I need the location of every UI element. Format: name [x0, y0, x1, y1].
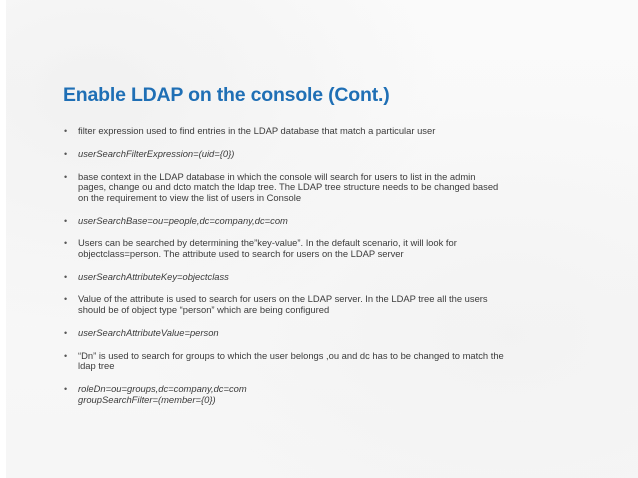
- bullet-marker: •: [64, 215, 68, 226]
- bullet-text: userSearchAttributeValue=person: [78, 326, 219, 338]
- bullet-item: [64, 384, 504, 405]
- bullet-item: [64, 216, 504, 227]
- bullet-text-line-2: groupSearchFilter=(member={0}): [78, 393, 216, 405]
- bullet-item: [64, 328, 504, 339]
- bullet-marker: •: [64, 171, 68, 182]
- bullet-text: “Dn” is used to search for groups to which the user belongs ,ou and dc has to be changed to match the ldap tree: [78, 349, 504, 372]
- bullet-text: Users can be searched by determining the”key-value”. In the default scenario, it will look for objectclass=person. The attribute used to search for users on the LDAP server: [78, 237, 457, 259]
- bullet-list: [64, 126, 504, 417]
- bullet-marker: •: [64, 148, 68, 159]
- bullet-text: userSearchAttributeKey=objectclass: [78, 270, 229, 282]
- bullet-text: userSearchBase=ou=people,dc=company,dc=com: [78, 214, 288, 226]
- bullet-marker: •: [64, 126, 68, 136]
- bullet-text: filter expression used to find entries in the LDAP database that match a particular user: [78, 125, 436, 136]
- bullet-text: Value of the attribute is used to search for users on the LDAP server. In the LDAP tree all the users should be of object type “person” which are being configured: [78, 293, 488, 316]
- bullet-marker: •: [64, 271, 68, 282]
- bullet-item: [64, 149, 504, 160]
- bullet-item: [64, 294, 504, 315]
- bullet-item: [64, 238, 504, 259]
- bullet-item: [64, 272, 504, 283]
- bullet-item: [64, 126, 504, 137]
- slide-title: Enable LDAP on the console (Cont.): [63, 84, 390, 106]
- bullet-marker: •: [64, 384, 68, 394]
- bullet-item: [64, 351, 504, 372]
- bullet-marker: •: [64, 327, 68, 338]
- slide-left-edge: [0, 0, 6, 478]
- bullet-marker: •: [64, 294, 68, 305]
- bullet-item: [64, 172, 504, 204]
- bullet-marker: •: [64, 350, 68, 361]
- bullet-text: base context in the LDAP database in which the console will search for users to list in the admin pages, change ou and dcto match the ldap tree. The LDAP tree structure needs to be changed based on the requirement to view the list of users in Console: [78, 170, 499, 203]
- bullet-marker: •: [64, 238, 68, 249]
- bullet-text: roleDn=ou=groups,dc=company,dc=com: [78, 383, 247, 394]
- bullet-text: userSearchFilterExpression=(uid={0}): [78, 147, 235, 159]
